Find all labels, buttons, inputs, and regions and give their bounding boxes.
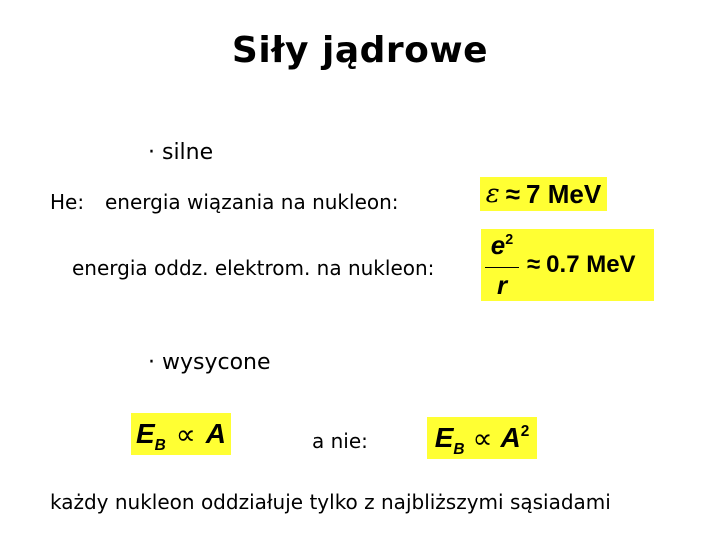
a-nie-label: a nie: (312, 429, 368, 453)
saturation-formula (131, 413, 231, 455)
coulomb-energy-value: 0.7 MeV (546, 251, 636, 278)
approx-symbol: ≈ (505, 178, 521, 209)
binding-energy-formula (480, 177, 607, 211)
bullet-silne: · silne (148, 140, 214, 165)
a-symbol: A (205, 418, 227, 449)
binding-energy-label: energia wiązania na nukleon: (105, 190, 399, 214)
epsilon-symbol: ε (485, 179, 500, 209)
fraction-bar (485, 267, 519, 269)
a-squared-symbol: $A^2$ (500, 422, 530, 453)
binding-energy-value: 7 MeV (526, 178, 602, 209)
e2-over-r-fraction (485, 230, 519, 301)
fraction-denominator: r (496, 270, 508, 301)
not-formula (427, 417, 537, 459)
proportional-symbol: ∝ (175, 418, 196, 450)
approx-symbol: ≈ (527, 251, 541, 278)
eb-symbol: $E_B$ (434, 422, 465, 458)
slide-title: Siły jądrowe (231, 30, 489, 71)
eb-symbol: $E_B$ (135, 418, 166, 454)
he-label: He: (50, 190, 85, 214)
fraction-numerator: $e^2$ (490, 229, 514, 260)
bullet-wysycone: · wysycone (148, 350, 271, 375)
bottom-statement: każdy nukleon oddziałuje tylko z najbliższymi sąsiadami (50, 490, 611, 514)
proportional-symbol: ∝ (472, 422, 493, 454)
coulomb-energy-formula (481, 229, 654, 301)
coulomb-energy-label: energia oddz. elektrom. na nukleon: (72, 256, 435, 280)
